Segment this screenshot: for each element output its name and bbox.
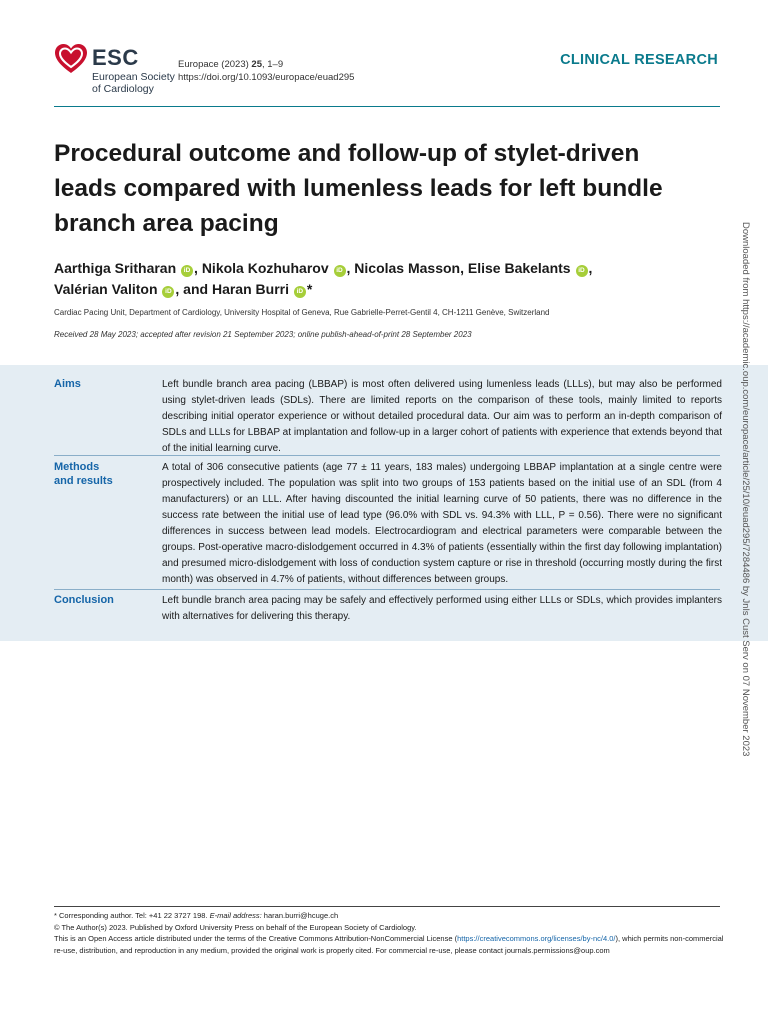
logo-line-2: of Cardiology [92, 83, 154, 95]
doi-link[interactable]: https://doi.org/10.1093/europace/euad295 [178, 72, 355, 83]
footnotes [54, 910, 726, 956]
corresponding-email[interactable]: haran.burri@hcuge.ch [261, 911, 339, 920]
author-list [54, 258, 714, 300]
abstract-divider [54, 589, 720, 590]
orcid-icon[interactable]: iD [162, 286, 174, 298]
article-dates: Received 28 May 2023; accepted after revision 21 September 2023; online publish-ahead-of-print 28 September 2023 [54, 330, 472, 339]
author-name[interactable]: Haran Burri [211, 281, 289, 297]
corresponding-author-text: * Corresponding author. Tel: +41 22 3727 198. [54, 911, 210, 920]
orcid-icon[interactable]: iD [334, 265, 346, 277]
methods-label [54, 460, 149, 488]
abstract-divider [54, 455, 720, 456]
corresponding-author-note [54, 910, 726, 922]
journal-citation [178, 58, 354, 84]
download-watermark: Downloaded from https://academic.oup.com/europace/article/25/10/euad295/7284486 by Jnls Cust Serv on 07 November 2023 [740, 222, 751, 757]
logo-line-1: European Society [92, 71, 175, 83]
article-title: Procedural outcome and follow-up of stylet-driven leads compared with lumenless leads for left bundle branch area pacing [54, 140, 663, 237]
license-text-end: ), which permits non-commercial re-use, distribution, and reproduction in any medium, provided the original work is properly cited. For commercial re-use, please contact journals.permissions@oup.com [54, 934, 724, 955]
author-name[interactable]: Nicolas Masson, Elise Bakelants [354, 260, 571, 276]
author-name[interactable]: Nikola Kozhuharov [201, 260, 329, 276]
citation-suffix: , 1–9 [262, 59, 284, 70]
citation-line [178, 58, 354, 71]
author-separator: , [588, 260, 593, 276]
orcid-icon[interactable]: iD [294, 286, 306, 298]
author-name[interactable]: Aarthiga Sritharan [54, 260, 177, 276]
methods-label-line-2: and results [54, 475, 113, 487]
corresponding-star: * [306, 281, 313, 297]
citation-volume: 25 [251, 59, 262, 70]
conclusion-label: Conclusion [54, 594, 114, 606]
conclusion-text: Left bundle branch area pacing may be safely and effectively performed using either LLLs or SDLs, which provides implanters with alternatives for delivering this therapy. [162, 595, 722, 622]
license-note [54, 933, 726, 956]
orcid-icon[interactable]: iD [576, 265, 588, 277]
methods-text: A total of 306 consecutive patients (age 77 ± 11 years, 183 males) undergoing LBBAP implantation at a single centre were prospectively included. The population was split into two groups of 153 patients based on the initial use of an SDL (from 4 manufacturers) or an LLL. After having discounted the initial learning curve of 50 patients, there was no difference in the success rate between the initial use of lead type (96.0% with SDL vs. 94.3% with LLL, P = 0.56). There were no significant differences in success between lead models. Electrocardiogram and electrical parameters were comparable between the groups. Post-operative macro-dislodgement occurred in 4.3% of patients (essentially within the first day following implantation) and presumed micro-dislodgement with loss of conduction system capture or rise in threshold (occurring mostly during the first month) was observed in 4.7% of patients, without differences between groups. [162, 462, 722, 585]
heart-logo-icon [54, 42, 88, 76]
author-separator: , and [175, 281, 212, 297]
email-label: E-mail address: [209, 911, 262, 920]
aims-text: Left bundle branch area pacing (LBBAP) is most often delivered using lumenless leads (LLLs), but may also be performed using stylet-driven leads (SDLs). There are limited reports on the comparison of these tools, mainly limited to reports describing initial operator experience or without detailed procedural data. Our aim was to perform an in-depth comparison of SDLs and LLLs for LBBAP at implantation and follow-up in a larger cohort of patients with experience that extends beyond that of the initial learning curve. [162, 379, 722, 454]
esc-logo [54, 40, 174, 100]
methods-label-line-1: Methods [54, 461, 100, 473]
header-divider [54, 106, 720, 107]
author-name[interactable]: Valérian Valiton [54, 281, 158, 297]
footer-divider [54, 906, 720, 907]
orcid-icon[interactable]: iD [181, 265, 193, 277]
section-label: CLINICAL RESEARCH [560, 52, 718, 68]
abstract-panel [0, 365, 768, 641]
copyright-note: © The Author(s) 2023. Published by Oxford University Press on behalf of the European Society of Cardiology. [54, 922, 417, 932]
author-separator: , [194, 260, 202, 276]
logo-name: ESC [92, 45, 139, 70]
citation-prefix: Europace (2023) [178, 59, 252, 70]
license-link[interactable]: https://creativecommons.org/licenses/by-nc/4.0/ [457, 934, 616, 943]
author-separator: , [346, 260, 355, 276]
license-text-start: This is an Open Access article distributed under the terms of the Creative Commons Attribution-NonCommercial License ( [54, 934, 458, 943]
aims-label: Aims [54, 378, 81, 390]
affiliation: Cardiac Pacing Unit, Department of Cardiology, University Hospital of Geneva, Rue Gabrielle-Perret-Gentil 4, CH-1211 Genève, Switzerland [54, 308, 550, 317]
